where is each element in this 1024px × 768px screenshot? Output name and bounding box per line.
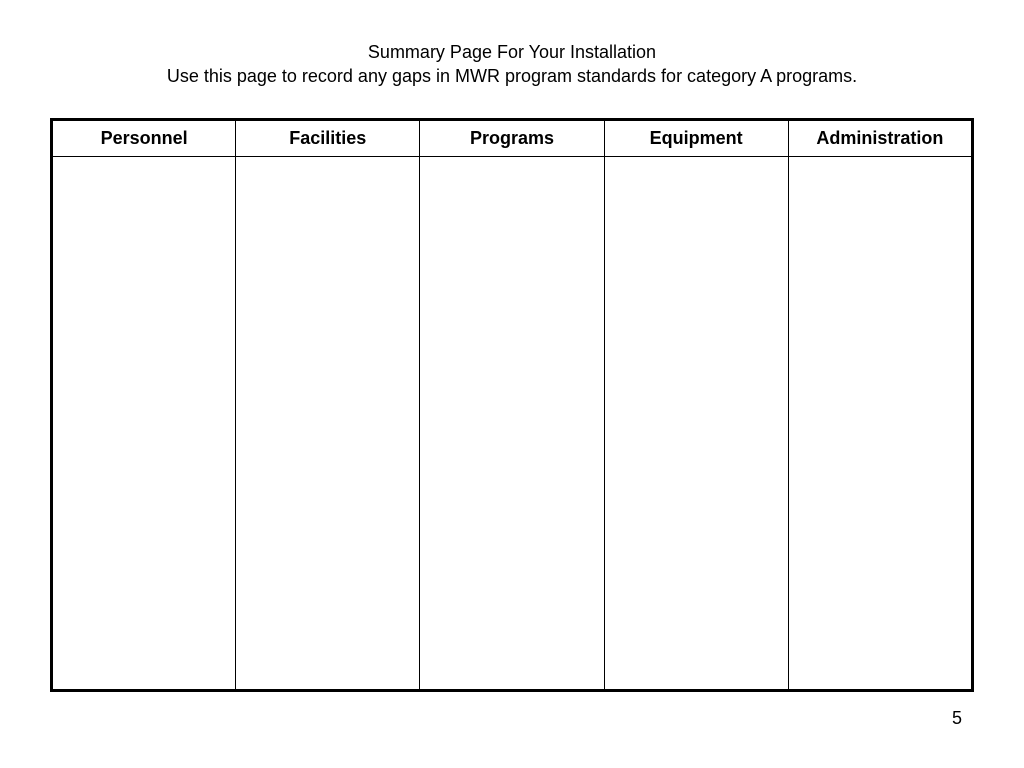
table-body-row [52, 157, 973, 691]
column-header-personnel: Personnel [52, 120, 236, 157]
column-header-programs: Programs [420, 120, 604, 157]
page-subtitle: Use this page to record any gaps in MWR program standards for category A programs. [166, 66, 858, 86]
personnel-cell [52, 157, 236, 691]
page-title: Summary Page For Your Installation [367, 42, 657, 62]
column-header-administration: Administration [788, 120, 972, 157]
column-header-equipment: Equipment [604, 120, 788, 157]
summary-table [50, 118, 974, 692]
title-block [0, 40, 1024, 88]
table-header-row [52, 120, 973, 157]
programs-cell [420, 157, 604, 691]
equipment-cell [604, 157, 788, 691]
administration-cell [788, 157, 972, 691]
page-number: 5 [951, 708, 962, 728]
facilities-cell [236, 157, 420, 691]
column-header-facilities: Facilities [236, 120, 420, 157]
